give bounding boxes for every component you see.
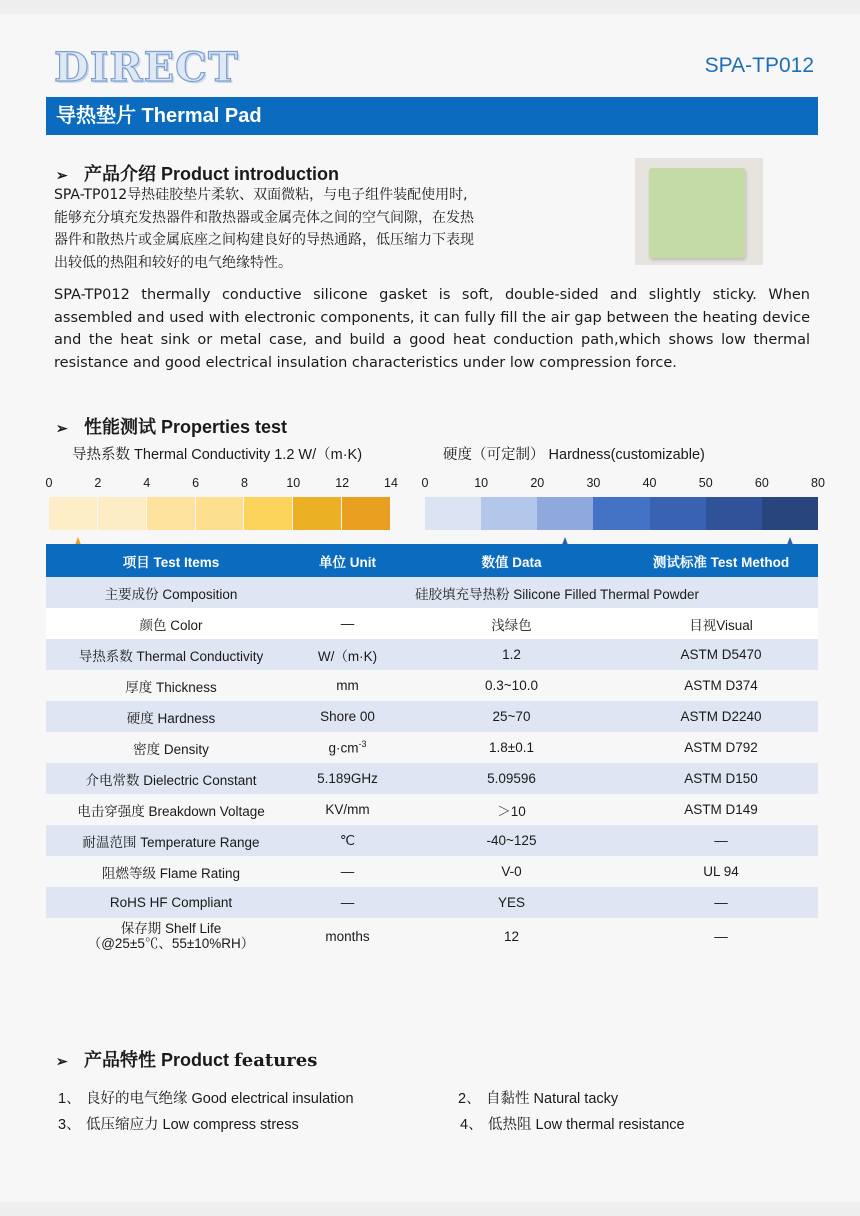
- feature-text: 低热阻 Low thermal resistance: [488, 1117, 685, 1133]
- hardness-scale-segment: [537, 497, 593, 530]
- intro-cn-line: SPA-TP012导热硅胶垫片柔软、双面微粘，与电子组件装配使用时,: [54, 187, 468, 203]
- arrow-right-icon: ➢: [56, 167, 68, 183]
- features-heading: [56, 1046, 317, 1072]
- intro-cn-line: 出较低的热阻和较好的电气绝缘特性。: [54, 254, 292, 271]
- hardness-tick-label: 0: [421, 476, 429, 490]
- header-data: 数值 Data: [399, 544, 624, 577]
- cell-unit-text: ℃: [339, 832, 356, 848]
- feature-number: 2、: [458, 1091, 481, 1107]
- hardness-tick-label: 40: [642, 476, 657, 490]
- cell-item: [46, 856, 296, 887]
- properties-heading: [56, 413, 287, 439]
- hardness-tick-label: 10: [474, 476, 489, 490]
- features-heading-en: features: [234, 1050, 318, 1071]
- cell-method: [624, 825, 818, 856]
- conductivity-scale-segment: [147, 497, 195, 530]
- hardness-tick-label: 80: [811, 476, 825, 490]
- shelf-life-condition: （@25±5℃、55±10%RH）: [87, 936, 255, 951]
- cell-item-text: 导热系数 Thermal Conductivity: [78, 648, 264, 664]
- conductivity-tick-label: 0: [45, 476, 53, 490]
- conductivity-tick-label: 14: [384, 476, 398, 490]
- cell-method-text: ASTM D2240: [680, 709, 762, 724]
- features-heading-cn: 产品特性 Product: [84, 1050, 235, 1070]
- cell-item: [46, 887, 296, 918]
- conductivity-scale-segment: [342, 497, 390, 530]
- conductivity-tick-label: 10: [286, 476, 301, 490]
- shelf-life-label: 保存期 Shelf Life: [120, 921, 222, 936]
- feature-item: [58, 1087, 354, 1108]
- conductivity-tick-label: 6: [192, 476, 200, 490]
- hardness-scale-title: 硬度（可定制） Hardness(customizable): [443, 447, 705, 463]
- cell-method: [624, 856, 818, 887]
- cell-method-text: ASTM D5470: [680, 647, 762, 662]
- cell-method: [624, 701, 818, 732]
- cell-data: [399, 825, 624, 856]
- cell-method-text: ASTM D792: [684, 740, 758, 755]
- hardness-scale-segment: [425, 497, 481, 530]
- cell-method: [624, 608, 818, 639]
- table-row-shelf-life: [46, 918, 818, 954]
- cell-unit-text: mm: [336, 678, 359, 693]
- cell-data-text: 25~70: [492, 709, 531, 724]
- cell-unit: [296, 794, 399, 825]
- cell-data: [399, 794, 624, 825]
- intro-chinese: [54, 184, 499, 274]
- cell-data: 12: [503, 928, 520, 944]
- cell-unit-text: KV/mm: [325, 802, 370, 817]
- arrow-right-icon: ➢: [56, 420, 68, 436]
- conductivity-tick-label: 2: [94, 476, 102, 490]
- hardness-tick-label: 60: [754, 476, 769, 490]
- hardness-tick-label: 50: [698, 476, 713, 490]
- feature-item: [460, 1113, 685, 1134]
- hardness-scale-segment: [650, 497, 706, 530]
- conductivity-tick-label: 4: [143, 476, 151, 490]
- cell-data-text: 浅绿色: [491, 617, 532, 633]
- cell-data-text: 1.8±0.1: [489, 740, 534, 755]
- conductivity-scale-title: 导热系数 Thermal Conductivity 1.2 W/（m·K): [72, 447, 363, 463]
- properties-table: [46, 544, 818, 954]
- cell-composition-value: 硅胶填充导热粉 Silicone Filled Thermal Powder: [296, 577, 818, 608]
- cell-item: 主要成份 Composition: [46, 577, 296, 608]
- cell-unit-text: —: [340, 864, 355, 879]
- cell-data-text: -40~125: [486, 833, 537, 848]
- cell-item: [46, 639, 296, 670]
- cell-unit: [296, 825, 399, 856]
- thermal-pad-image: [649, 168, 745, 258]
- header-test-method: 测试标准 Test Method: [624, 544, 818, 577]
- cell-data: [399, 887, 624, 918]
- cell-item-text: 密度 Density: [133, 741, 209, 757]
- page-title: 导热垫片 Thermal Pad: [46, 97, 818, 135]
- table-row: [46, 670, 818, 701]
- feature-text: 低压缩应力 Low compress stress: [86, 1117, 299, 1133]
- cell-item: [46, 794, 296, 825]
- hardness-tick-label: 20: [530, 476, 545, 490]
- cell-data-text: V-0: [501, 864, 522, 879]
- hardness-scale-segment: [481, 497, 537, 530]
- cell-item: [46, 732, 296, 763]
- feature-number: 1、: [58, 1091, 81, 1107]
- arrow-right-icon: ➢: [56, 1053, 68, 1069]
- cell-unit: [296, 763, 399, 794]
- hardness-scale-segment: [706, 497, 762, 530]
- conductivity-tick-label: 8: [240, 476, 248, 490]
- feature-number: 3、: [58, 1117, 81, 1133]
- cell-unit: [296, 701, 399, 732]
- table-row: [46, 794, 818, 825]
- cell-unit: [296, 732, 399, 763]
- intro-cn-line: 能够充分填充发热器件和散热器或金属壳体之间的空气间隙，在发热: [54, 209, 474, 226]
- cell-data-text: 5.09596: [487, 771, 536, 786]
- cell-item: [46, 825, 296, 856]
- direct-logo: DIRECT: [54, 44, 239, 91]
- cell-method: [624, 670, 818, 701]
- cell-item: [46, 763, 296, 794]
- table-row: [46, 639, 818, 670]
- cell-data: [399, 639, 624, 670]
- cell-unit: [296, 670, 399, 701]
- cell-data-text: ＞10: [497, 803, 526, 819]
- table-row: [46, 763, 818, 794]
- conductivity-scale-segment: [293, 497, 341, 530]
- cell-method: [624, 887, 818, 918]
- feature-number: 4、: [460, 1117, 483, 1133]
- cell-method-text: 目视Visual: [689, 617, 753, 633]
- cell-unit: [296, 608, 399, 639]
- hardness-scale-segment: [593, 497, 649, 530]
- table-row: [46, 887, 818, 918]
- header-test-items: 项目 Test Items: [46, 544, 296, 577]
- cell-unit: [296, 887, 399, 918]
- conductivity-tick-label: 12: [335, 476, 350, 490]
- cell-data: [399, 732, 624, 763]
- intro-heading-text: 产品介绍 Product introduction: [84, 164, 339, 184]
- feature-item: [58, 1113, 299, 1134]
- conductivity-scale-segment: [49, 497, 97, 530]
- intro-cn-line: 器件和散热片或金属底座之间构建良好的导热通路，低压缩力下表现: [54, 232, 474, 248]
- cell-unit-text: —: [340, 895, 355, 910]
- cell-method-text: ASTM D374: [684, 678, 758, 693]
- cell-method-text: ASTM D150: [684, 771, 758, 786]
- table-row: [46, 701, 818, 732]
- cell-method-text: ASTM D149: [684, 802, 758, 817]
- cell-data: [399, 856, 624, 887]
- conductivity-scale-segment: [244, 497, 292, 530]
- hardness-tick-label: 30: [586, 476, 601, 490]
- cell-data: [399, 763, 624, 794]
- conductivity-scale-segment: [98, 497, 146, 530]
- cell-data-text: 1.2: [502, 647, 521, 662]
- cell-item-text: 电击穿强度 Breakdown Voltage: [77, 803, 265, 819]
- cell-data-text: YES: [497, 895, 525, 910]
- cell-unit-text: g·cm: [328, 740, 359, 756]
- cell-data: [399, 670, 624, 701]
- cell-data: [399, 701, 624, 732]
- intro-english: SPA-TP012 thermally conductive silicone gasket is soft, double-sided and slightly sticky. When assembled and used with electronic components, it can fully fill the air gap between the heating device and the heat sink or metal case, and build a good heat conduction path,which shows low thermal resistance and good electrical insulation characteristics under low compression force.: [54, 287, 810, 371]
- hardness-scale-segment: [762, 497, 818, 530]
- feature-text: 良好的电气绝缘 Good electrical insulation: [86, 1091, 354, 1107]
- header-unit: 单位 Unit: [296, 544, 399, 577]
- cell-data: [399, 608, 624, 639]
- cell-unit-text: —: [340, 616, 355, 631]
- feature-item: [458, 1087, 618, 1108]
- cell-method-text: —: [714, 895, 728, 910]
- table-row: [46, 732, 818, 763]
- properties-heading-text: 性能测试 Properties test: [84, 417, 288, 437]
- cell-item: [46, 918, 296, 954]
- cell-unit: [296, 639, 399, 670]
- cell-item-text: 介电常数 Dielectric Constant: [85, 772, 257, 788]
- table-row-composition: [46, 577, 818, 608]
- cell-unit: [296, 856, 399, 887]
- cell-method: [624, 794, 818, 825]
- cell-unit: months: [325, 928, 370, 944]
- cell-item-text: 耐温范围 Temperature Range: [82, 834, 260, 850]
- cell-item-text: RoHS HF Compliant: [109, 895, 233, 910]
- cell-method: —: [714, 928, 728, 944]
- cell-method-text: UL 94: [703, 864, 739, 879]
- table-row: [46, 825, 818, 856]
- conductivity-scale-segment: [196, 497, 244, 530]
- table-row: [46, 608, 818, 639]
- cell-item: [46, 608, 296, 639]
- cell-method: [624, 763, 818, 794]
- table-header-row: [46, 544, 818, 577]
- feature-text: 自黏性 Natural tacky: [486, 1091, 619, 1107]
- product-photo: [635, 158, 763, 265]
- cell-unit-text: Shore 00: [320, 709, 375, 724]
- intro-heading: [56, 160, 339, 186]
- unit-superscript: -3: [358, 739, 367, 750]
- cell-item-text: 颜色 Color: [139, 617, 203, 633]
- table-row: [46, 856, 818, 887]
- cell-unit-text: W/（m·K): [317, 648, 378, 664]
- cell-item-text: 厚度 Thickness: [125, 679, 217, 695]
- cell-method-text: —: [714, 833, 728, 848]
- cell-item-text: 阻燃等级 Flame Rating: [101, 865, 241, 881]
- cell-item: [46, 701, 296, 732]
- cell-item: [46, 670, 296, 701]
- cell-method: [624, 639, 818, 670]
- cell-unit-text: 5.189GHz: [317, 771, 378, 786]
- cell-data-text: 0.3~10.0: [485, 678, 538, 693]
- model-number: SPA-TP012: [704, 54, 814, 77]
- cell-method: [624, 732, 818, 763]
- cell-item-text: 硬度 Hardness: [126, 710, 216, 726]
